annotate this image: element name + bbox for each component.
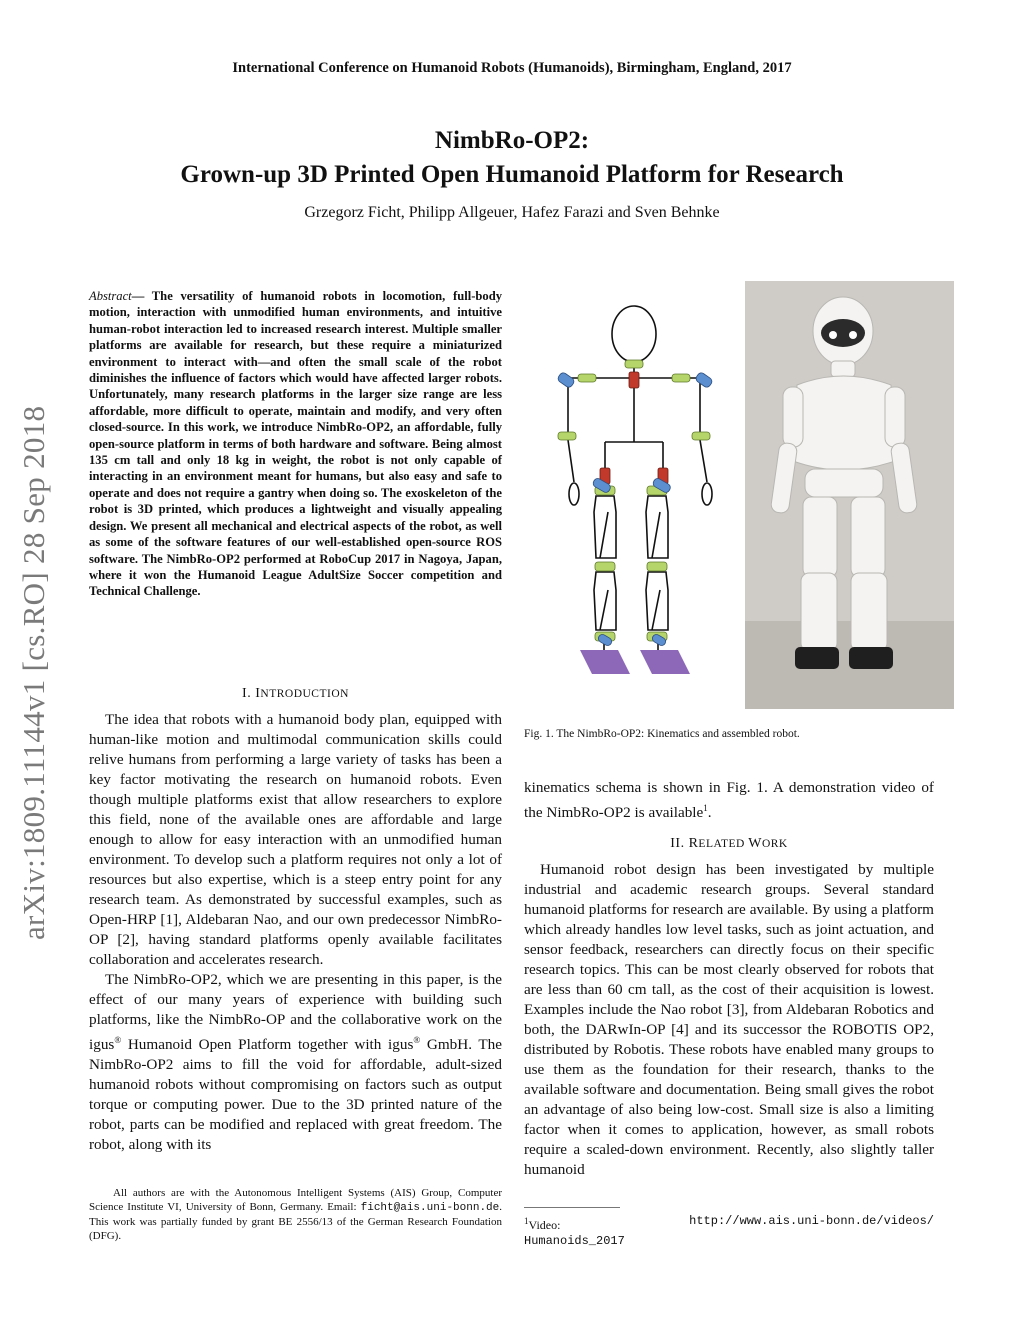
author-email: ficht@ais.uni-bonn.de: [360, 1202, 500, 1214]
right-foot-plate: [640, 650, 690, 674]
video-url-part-2[interactable]: Humanoids_2017: [524, 1234, 625, 1248]
footnote-divider: [524, 1207, 620, 1208]
intro-paragraph-1: The idea that robots with a humanoid body plan, equipped with human-like motion and multimodal communication skills could relive humans from performing a large variety of tasks has been a key factor motivating the research on humanoid robots. Even though multiple platforms exist that allow researchers to explore this field, none of the available ones are affordable and large enough to allow for easy interaction with an unmodified human environment. To develop such a platform requires not only a lot of resources but also expertise, which is a steep entry point for any research team. As demonstrated by successful examples, such as Open-HRP [1], Aldebaran Nao, and our own predecessor NimbRo-OP [2], having standard platforms openly available facilitates collaboration and accelerates research.: [89, 711, 502, 968]
author-affiliation-footnote: All authors are with the Autonomous Intelligent Systems (AIS) Group, Computer Science Institute VI, University of Bonn, Germany. Email: ficht@ais.uni-bonn.de. This work was partially funded by grant BE 2556/13 of the German Research Foundation (DFG).: [89, 1187, 502, 1242]
left-foot-plate: [580, 650, 630, 674]
abstract-lead: Abstract: [89, 289, 132, 303]
robot-illustration: [745, 281, 954, 709]
conference-header: International Conference on Humanoid Robots (Humanoids), Birmingham, England, 2017: [232, 60, 792, 76]
introduction-body: [89, 710, 502, 1155]
section-heading-related-work: II. RELATED WORK: [670, 836, 788, 851]
title-line-2: Grown-up 3D Printed Open Humanoid Platform for Research: [180, 161, 844, 188]
figure-caption: Fig. 1. The NimbRo-OP2: Kinematics and assembled robot.: [524, 728, 800, 740]
related-work-paragraph-1: Humanoid robot design has been investigated by multiple industrial and academic research groups. Several standard humanoid platforms for research are available. By using a platform which already handles low level tasks, such as joint actuation, and sensor feedback, researchers can directly focus on their specific research topics. This can be most clearly observed for robots that are less than 60 cm tall, as the cost of their acquisition is lowest. Examples include the Nao robot [3], from Aldebaran Robotics and both, the DARwIn-OP [4] and its successor the ROBOTIS OP2, distributed by Robotis. These robots have enabled many groups to use them as the foundation for their research, thanks to the available software and documentation. Being small gives the robot an advantage of also being low-cost. Small size is also a limiting factor when it comes to application, however, as small robots require a scaled-down environment. Recently, also slightly taller humanoid: [524, 861, 934, 1178]
right-column-intro-continued: kinematics schema is shown in Fig. 1. A demonstration video of the NimbRo-OP2 is available$^1$.: [524, 779, 934, 822]
robot-photo: [745, 281, 954, 709]
video-url-part-1[interactable]: http://www.ais.uni-bonn.de/videos/: [689, 1214, 934, 1228]
blue-joints: [557, 371, 714, 647]
paper-title: [0, 124, 1024, 192]
author-list: Grzegorz Ficht, Philipp Allgeuer, Hafez Farazi and Sven Behnke: [304, 204, 720, 221]
title-line-1: NimbRo-OP2:: [434, 127, 590, 154]
related-work-body: [524, 860, 934, 1180]
section-heading-introduction: I. INTRODUCTION: [242, 686, 349, 701]
arxiv-identifier: arXiv:1809.11144v1 [cs.RO] 28 Sep 2018: [16, 405, 51, 940]
head-shape: [612, 306, 656, 362]
abstract: [89, 288, 502, 600]
kinematics-schema-diagram: [548, 300, 730, 685]
intro-paragraph-2: The NimbRo-OP2, which we are presenting in this paper, is the effect of our many years of experience with building such platforms, like the NimbRo-OP and the collaborative work on the igus® Humanoid Open Platform together with igus® GmbH. The NimbRo-OP2 aims to fill the void for affordable, adult-sized humanoid robots without compromising on factors such as output torque or computing power. Due to the 3D printed nature of the robot, parts can be modified and replaced with great freedom. The robot, along with its: [89, 971, 502, 1154]
foot-plates: [580, 650, 690, 674]
abstract-text: — The versatility of humanoid robots in locomotion, full-body motion, interaction with unmodified human environments, and intuitive human-robot interaction led to increased research interest. Multiple smaller platforms are available for research, but these require a miniaturized environment to interact with—and often the small scale of the robot diminishes the influence of factors which would have affected larger robots. Unfortunately, many research platforms in the larger size range are less affordable, more difficult to operate, maintain and modify, and very often closed-source. In this work, we introduce NimbRo-OP2, an affordable, fully open-source platform in terms of both hardware and software. Being almost 135 cm tall and only 18 kg in weight, the robot is not only capable of interacting in an environment meant for humans, but also easy and safe to operate and does not require a gantry when doing so. The exoskeleton of the robot is 3D printed, which produces a lightweight and visually appealing design. We present all mechanical and electrical aspects of the robot, as well as some of the software features of our well-established open-source ROS software. The NimbRo-OP2 performed at RoboCup 2017 in Nagoya, Japan, where it won the Humanoid League AdultSize Soccer competition and Technical Challenge.: [89, 289, 502, 599]
video-footnote: $^1$Video: http://www.ais.uni-bonn.de/videos/ Humanoids_2017: [524, 1214, 934, 1248]
